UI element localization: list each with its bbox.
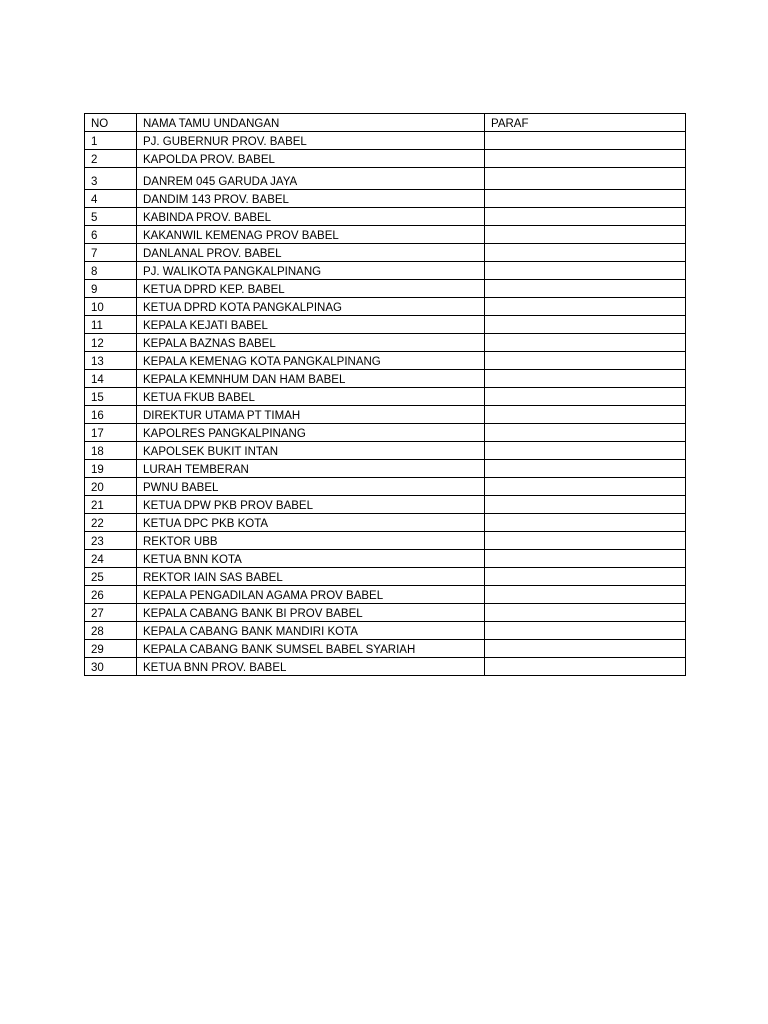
paraf-cell[interactable]	[485, 478, 686, 496]
row-number-cell: 13	[85, 352, 137, 370]
guest-name-cell: KETUA DPRD KEP. BABEL	[137, 280, 485, 298]
row-number-cell: 23	[85, 532, 137, 550]
table-row	[85, 370, 686, 388]
guest-name-cell: LURAH TEMBERAN	[137, 460, 485, 478]
guest-name-cell: KETUA DPC PKB KOTA	[137, 514, 485, 532]
row-number-cell: 5	[85, 208, 137, 226]
table-row	[85, 150, 686, 168]
table-row	[85, 334, 686, 352]
row-number-cell: 30	[85, 658, 137, 676]
guest-name-cell: KEPALA CABANG BANK SUMSEL BABEL SYARIAH	[137, 640, 485, 658]
guest-name-cell: KEPALA CABANG BANK MANDIRI KOTA	[137, 622, 485, 640]
row-number-cell: 24	[85, 550, 137, 568]
guest-name-cell: KETUA DPRD KOTA PANGKALPINAG	[137, 298, 485, 316]
table-row	[85, 640, 686, 658]
guest-name-cell: KAKANWIL KEMENAG PROV BABEL	[137, 226, 485, 244]
guest-name-cell: KETUA FKUB BABEL	[137, 388, 485, 406]
table-row	[85, 604, 686, 622]
guest-name-cell: REKTOR IAIN SAS BABEL	[137, 568, 485, 586]
paraf-cell[interactable]	[485, 442, 686, 460]
table-row	[85, 622, 686, 640]
paraf-cell[interactable]	[485, 532, 686, 550]
table-row	[85, 460, 686, 478]
table-row	[85, 262, 686, 280]
row-number-cell: 26	[85, 586, 137, 604]
paraf-cell[interactable]	[485, 424, 686, 442]
paraf-cell[interactable]	[485, 586, 686, 604]
row-number-cell: 17	[85, 424, 137, 442]
row-number-cell: 19	[85, 460, 137, 478]
guest-name-cell: KEPALA KEJATI BABEL	[137, 316, 485, 334]
paraf-cell[interactable]	[485, 550, 686, 568]
table-header-row	[85, 114, 686, 132]
guest-name-cell: PJ. WALIKOTA PANGKALPINANG	[137, 262, 485, 280]
paraf-cell[interactable]	[485, 208, 686, 226]
row-number-cell: 6	[85, 226, 137, 244]
table-row	[85, 244, 686, 262]
row-number-cell: 9	[85, 280, 137, 298]
guest-name-cell: DANDIM 143 PROV. BABEL	[137, 190, 485, 208]
paraf-cell[interactable]	[485, 604, 686, 622]
table-row	[85, 532, 686, 550]
paraf-cell[interactable]	[485, 334, 686, 352]
guest-name-cell: DANREM 045 GARUDA JAYA	[137, 168, 485, 190]
row-number-cell: 22	[85, 514, 137, 532]
column-header-name: NAMA TAMU UNDANGAN	[137, 114, 485, 132]
table-row	[85, 586, 686, 604]
table-row	[85, 132, 686, 150]
table-row	[85, 406, 686, 424]
paraf-cell[interactable]	[485, 388, 686, 406]
table-row	[85, 280, 686, 298]
guest-name-cell: DIREKTUR UTAMA PT TIMAH	[137, 406, 485, 424]
guest-list-body	[85, 114, 686, 676]
paraf-cell[interactable]	[485, 658, 686, 676]
paraf-cell[interactable]	[485, 262, 686, 280]
table-row	[85, 190, 686, 208]
paraf-cell[interactable]	[485, 406, 686, 424]
table-row	[85, 568, 686, 586]
table-row	[85, 658, 686, 676]
paraf-cell[interactable]	[485, 622, 686, 640]
paraf-cell[interactable]	[485, 496, 686, 514]
row-number-cell: 7	[85, 244, 137, 262]
guest-name-cell: KETUA BNN KOTA	[137, 550, 485, 568]
guest-name-cell: KAPOLSEK BUKIT INTAN	[137, 442, 485, 460]
guest-name-cell: KETUA DPW PKB PROV BABEL	[137, 496, 485, 514]
row-number-cell: 11	[85, 316, 137, 334]
guest-name-cell: KAPOLDA PROV. BABEL	[137, 150, 485, 168]
table-row	[85, 424, 686, 442]
row-number-cell: 25	[85, 568, 137, 586]
paraf-cell[interactable]	[485, 514, 686, 532]
paraf-cell[interactable]	[485, 132, 686, 150]
paraf-cell[interactable]	[485, 640, 686, 658]
paraf-cell[interactable]	[485, 226, 686, 244]
paraf-cell[interactable]	[485, 244, 686, 262]
table-row	[85, 298, 686, 316]
paraf-cell[interactable]	[485, 280, 686, 298]
row-number-cell: 15	[85, 388, 137, 406]
row-number-cell: 10	[85, 298, 137, 316]
row-number-cell: 4	[85, 190, 137, 208]
row-number-cell: 28	[85, 622, 137, 640]
row-number-cell: 3	[85, 168, 137, 190]
paraf-cell[interactable]	[485, 352, 686, 370]
row-number-cell: 16	[85, 406, 137, 424]
row-number-cell: 2	[85, 150, 137, 168]
paraf-cell[interactable]	[485, 568, 686, 586]
table-row	[85, 226, 686, 244]
row-number-cell: 27	[85, 604, 137, 622]
guest-name-cell: REKTOR UBB	[137, 532, 485, 550]
guest-name-cell: KETUA BNN PROV. BABEL	[137, 658, 485, 676]
paraf-cell[interactable]	[485, 190, 686, 208]
row-number-cell: 21	[85, 496, 137, 514]
guest-name-cell: KEPALA BAZNAS BABEL	[137, 334, 485, 352]
row-number-cell: 8	[85, 262, 137, 280]
table-row	[85, 478, 686, 496]
paraf-cell[interactable]	[485, 150, 686, 168]
paraf-cell[interactable]	[485, 316, 686, 334]
paraf-cell[interactable]	[485, 168, 686, 190]
row-number-cell: 12	[85, 334, 137, 352]
paraf-cell[interactable]	[485, 370, 686, 388]
guest-name-cell: KEPALA PENGADILAN AGAMA PROV BABEL	[137, 586, 485, 604]
row-number-cell: 20	[85, 478, 137, 496]
guest-name-cell: PWNU BABEL	[137, 478, 485, 496]
table-row	[85, 442, 686, 460]
table-row	[85, 208, 686, 226]
guest-list-table	[84, 113, 686, 676]
paraf-cell[interactable]	[485, 298, 686, 316]
column-header-no: NO	[85, 114, 137, 132]
guest-name-cell: KAPOLRES PANGKALPINANG	[137, 424, 485, 442]
guest-name-cell: DANLANAL PROV. BABEL	[137, 244, 485, 262]
table-row	[85, 514, 686, 532]
row-number-cell: 18	[85, 442, 137, 460]
table-row	[85, 496, 686, 514]
row-number-cell: 1	[85, 132, 137, 150]
row-number-cell: 29	[85, 640, 137, 658]
table-row	[85, 388, 686, 406]
row-number-cell: 14	[85, 370, 137, 388]
guest-name-cell: KABINDA PROV. BABEL	[137, 208, 485, 226]
table-row	[85, 352, 686, 370]
column-header-paraf: PARAF	[485, 114, 686, 132]
table-row	[85, 168, 686, 190]
guest-name-cell: KEPALA KEMNHUM DAN HAM BABEL	[137, 370, 485, 388]
guest-name-cell: KEPALA KEMENAG KOTA PANGKALPINANG	[137, 352, 485, 370]
table-row	[85, 316, 686, 334]
guest-name-cell: KEPALA CABANG BANK BI PROV BABEL	[137, 604, 485, 622]
table-row	[85, 550, 686, 568]
guest-name-cell: PJ. GUBERNUR PROV. BABEL	[137, 132, 485, 150]
paraf-cell[interactable]	[485, 460, 686, 478]
